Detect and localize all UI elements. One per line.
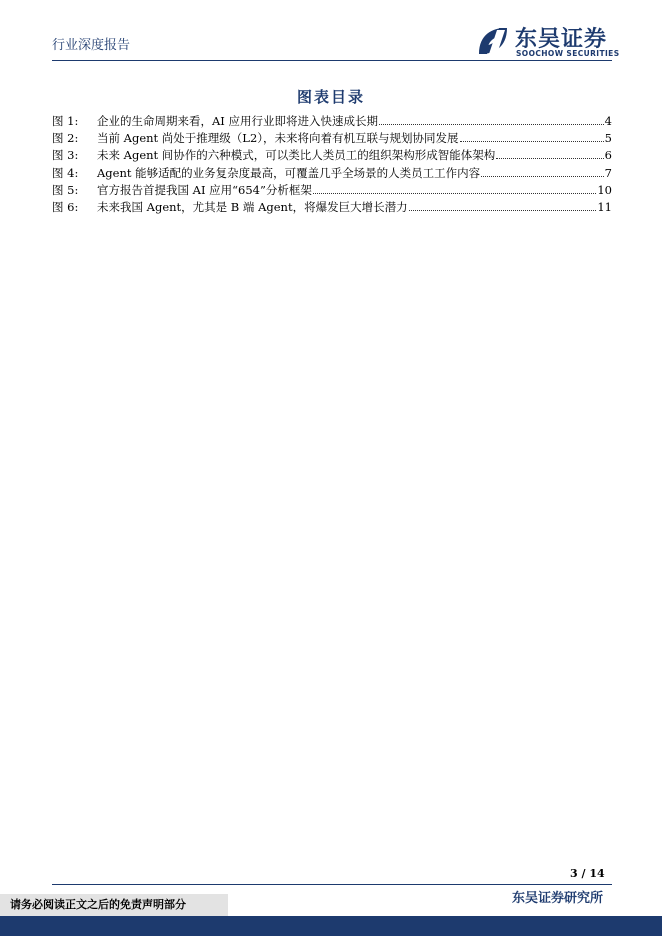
- toc-leader-dots: [496, 147, 603, 159]
- bottom-brand-bar: [0, 916, 662, 936]
- toc-entry-text: 当前 Agent 尚处于推理级（L2），未来将向着有机互联与规划协同发展: [97, 131, 459, 146]
- toc-entry-label: 图 6:: [52, 199, 79, 214]
- toc-entry-label: 图 4:: [52, 165, 79, 180]
- logo-english-name: SOOCHOW SECURITIES: [516, 49, 620, 58]
- toc-leader-dots: [379, 113, 604, 125]
- toc-entry-page: 11: [597, 199, 612, 214]
- disclaimer-note: 请务必阅读正文之后的免责声明部分: [0, 894, 228, 916]
- soochow-logo-icon: [475, 24, 511, 58]
- toc-leader-dots: [409, 199, 597, 211]
- toc-entry-label: 图 2:: [52, 131, 79, 146]
- report-category: 行业深度报告: [52, 38, 131, 53]
- footer-divider: [52, 884, 612, 885]
- toc-entry-label: 图 1:: [52, 114, 79, 128]
- toc-entry-page: 5: [604, 131, 612, 146]
- toc-entry-3[interactable]: [52, 147, 612, 164]
- logo-chinese-name: 东吴证券: [515, 27, 608, 52]
- figure-toc-list: [52, 113, 612, 216]
- toc-entry-text: Agent 能够适配的业务复杂度最高，可覆盖几乎全场景的人类员工工作内容: [97, 165, 481, 180]
- toc-entry-text: 官方报告首提我国 AI 应用“654”分析框架: [97, 182, 312, 197]
- toc-entry-5[interactable]: [52, 182, 612, 199]
- toc-entry-page: 10: [597, 182, 612, 197]
- toc-entry-1[interactable]: [52, 113, 612, 130]
- toc-entry-text: 未来我国 Agent，尤其是 B 端 Agent，将爆发巨大增长潜力: [97, 199, 408, 214]
- company-logo: [475, 22, 620, 60]
- toc-title: 图表目录: [296, 88, 365, 106]
- toc-entry-2[interactable]: [52, 130, 612, 147]
- toc-entry-page: 4: [604, 114, 612, 128]
- toc-entry-4[interactable]: [52, 165, 612, 182]
- toc-entry-page: 7: [604, 165, 612, 180]
- toc-entry-6[interactable]: [52, 199, 612, 216]
- toc-entry-text: 企业的生命周期来看，AI 应用行业即将进入快速成长期: [97, 114, 379, 128]
- toc-leader-dots: [460, 130, 604, 142]
- toc-entry-text: 未来 Agent 间协作的六种模式，可以类比人类员工的组织架构形成智能体架构: [97, 148, 496, 163]
- institute-name: 东吴证券研究所: [512, 891, 604, 906]
- page-number: 3 / 14: [570, 867, 605, 880]
- toc-entry-label: 图 3:: [52, 148, 79, 163]
- toc-entry-page: 6: [604, 148, 612, 163]
- toc-leader-dots: [313, 182, 596, 194]
- header-divider: [52, 60, 612, 61]
- toc-leader-dots: [481, 165, 604, 177]
- toc-entry-label: 图 5:: [52, 182, 79, 197]
